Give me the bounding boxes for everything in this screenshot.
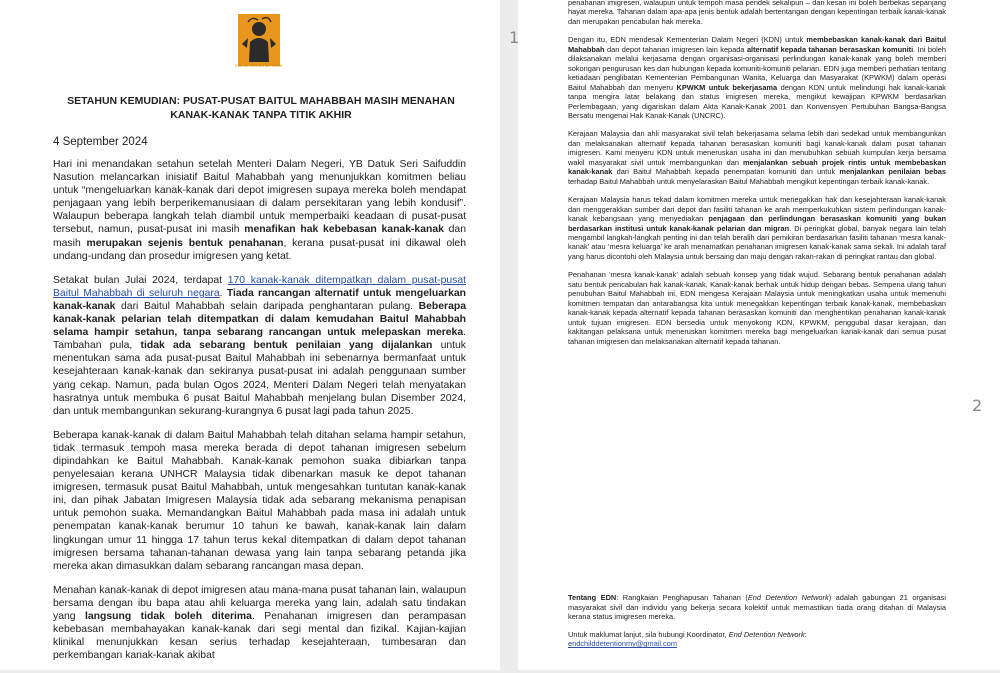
paragraph: Menahan kanak-kanak di depot imigresen atau mana-mana pusat tahanan lain, walaupun bersama dengan ibu bapa atau ahli keluarga mereka yang lain, adalah satu tindakan yang langsung tidak boleh diterima. Penahanan imigresen dan perampasan kebebasan membahayakan kanak-kanak dari segi mental dan fizikal. Kajian-kajian klinikal menunjukkan kesan serius terhadap kesejahteraan, tumbesaran dan perkembangan kanak-kanak akibat [53, 584, 466, 662]
page-number-2: 2 [972, 396, 983, 415]
logo-caption: END DETENTION NETWORK [235, 64, 283, 68]
about-paragraph: Tentang EDN: Rangkaian Penghapusan Tahanan (End Detention Network) adalah gabungan 21 organisasi masyarakat sivil dan individu yang bekerja secara kolektif untuk memastikan tiada orang ditahan di Malaysia kerana status imigresen mereka. [568, 593, 947, 622]
contact-paragraph: Untuk maklumat lanjut, sila hubungi Koordinator, End Detention Network: endchilddetentionmy@gmail.com [568, 629, 807, 649]
page2-body [568, 0, 946, 355]
page-number-1: 1 [509, 28, 520, 47]
publication-date: 4 September 2024 [53, 136, 148, 148]
paragraph: Setakat bulan Julai 2024, terdapat 170 kanak-kanak ditempatkan dalam pusat-pusat Baitul Mahabbah di seluruh negara. Tiada rancangan alternatif untuk mengeluarkan kanak-kanak dari Baitul Mahabbah selain daripada penghantaran pulang. Beberapa kanak-kanak pelarian telah ditempatkan di dalam kemudahan Baitul Mahabbah selama hampir setahun, tanpa sebarang rancangan untuk melepaskan mereka. Tambahan pula, tidak ada sebarang bentuk penilaian yang dijalankan untuk menentukan sama ada pusat-pusat Baitul Mahabbah ini sebenarnya bermanfaat untuk kesejahteraan kanak-kanak dan sekiranya pusat-pusat ini adalah penggunaan sumber yang cekap. Namun, pada bulan Ogos 2024, Menteri Dalam Negeri telah menyatakan hasratnya untuk membuka 6 pusat Baitul Mahabbah menjelang bulan Disember 2024, dan untuk membangunkan sekurang-kurangnya 6 pusat lagi pada tahun 2025. [53, 274, 466, 417]
paragraph: Penahanan ‘mesra kanak-kanak’ adalah sebuah konsep yang tidak wujud. Sebarang bentuk penahanan adalah satu bentuk pencabulan hak kanak-kanak. Kanak-kanak berhak untuk hidup dengan bebas. Sempena ulang tahun penubuhan Baitul Mahabbah ini, EDN mengesa Kerajaan Malaysia untuk meningkatkan usaha untuk memenuhi komitmen tempatan dan antarabangsa kita untuk menegakkan kepentingan terbaik kanak-kanak, membebaskan kanak-kanak kepada alternatif kepada tahanan berasaskan komuniti dan menghentikan penahanan kanak-kanak untuk tujuan imigresen. EDN bersedia untuk menyokong KDN, KPWKM, penggubal dasar kerajaan, dan kakitangan pelaksana untuk meneruskan komitmen mereka bagi mengeluarkan kanak-kanak dari semua pusat tahanan imigresen dan melaksanakan alternatif kepada tahanan. [568, 270, 946, 346]
paragraph: Dengan itu, EDN mendesak Kementerian Dalam Negeri (KDN) untuk membebaskan kanak-kanak dari Baitul Mahabbah dan depot tahanan imigresen lain kepada alternatif kepada tahanan berasaskan komuniti. Ini boleh dilaksanakan melalui kerjasama dengan organisasi-organisasi perlindungan kanak-kanak yang boleh memberi sokongan pengurusan kes dan hubungan kepada komuniti-komuniti pelarian. EDN juga memberi perhatian tentang ketiadaan penglibatan Kementerian Pembangunan Wanita, Keluarga dan Masyarakat (KPWKM) dalam operasi Baitul Mahabbah dan menyeru KPWKM untuk bekerjasama dengan KDN untuk melindungi hak kanak-kanak tanpa mengira latar belakang dan status imigresen mereka, mengikut kewajipan KPWKM berdasarkan Perlembagaan, yang digariskan dalam Akta Kanak-Kanak 2001 dan Konvensyen Pertubuhan Bangsa-Bangsa Bersatu mengenai Hak Kanak-Kanak (UNCRC). [568, 35, 947, 120]
paragraph: Hari ini menandakan setahun setelah Menteri Dalam Negeri, YB Datuk Seri Saifuddin Nasution melancarkan inisiatif Baitul Mahabbah yang menunjukkan komitmen beliau untuk “mengeluarkan kanak-kanak dari depot imigresen supaya mereka boleh mendapat penjagaan yang lebih berperikemanusiaan di dalam persekitaran yang lebih kondusif”. Walaupun beberapa langkah telah diambil untuk memperbaiki keadaan di pusat-pusat tersebut, namun, pusat-pusat ini masih menafikan hak kebebasan kanak-kanak dan masih merupakan sejenis bentuk penahanan, kerana pusat-pusat ini dikawal oleh undang-undang dan prosedur imigresen yang ketat. [53, 159, 466, 262]
paragraph: Kerajaan Malaysia harus tekad dalam komitmen mereka untuk menegakkan hak dan kesejahteraan kanak-kanak dan menggerakkan sumber dari depot dan fasiliti tahanan ke arah memperkukuhkan sistem perlindungan kanak-kanak kebangsaan yang menyediakan penjagaan dan perlindungan berasaskan komuniti yang bukan berdasarkan institusi untuk kanak-kanak pelarian dan migran. Di peringkat global, banyak negara lain telah mengambil langkah-langkah penting ini dan telah beralih dari pemikiran berdasarkan fasiliti tahanan ‘mesra kanak-kanak’ atau ‘mesra keluarga’ ke arah menamatkan penahanan imigresen kanak-kanak sama sekali. Ini adalah taraf yang harus dicontohi oleh Malaysia untuk bersaing dan maju dengan rakan-rakan di peringkat rantau dan global. [568, 195, 946, 261]
contact-email-link[interactable]: endchilddetentionmy@gmail.com [568, 639, 677, 649]
edn-logo-icon [238, 14, 280, 70]
paragraph: penahanan imigresen, walaupun untuk tempoh masa pendek sekalipun – dan kesan ini boleh berbekas sepanjang hayat mereka. Tahanan dalam apa-apa jenis bentuk adalah bertentangan dengan kepentingan terbaik kanak-kanak dan merupakan pencabulan hak mereka. [568, 0, 946, 26]
paragraph: Beberapa kanak-kanak di dalam Baitul Mahabbah telah ditahan selama hampir setahun, tidak termasuk tempoh masa mereka berada di depot tahanan imigresen sebelum dipindahkan ke Baitul Mahabbah. Kanak-kanak pemohon suaka dibiarkan tanpa penyelesaian kerana UNHCR Malaysia tidak dibenarkan masuk ke depot tahanan imigresen, termasuk pusat Baitul Mahabbah, untuk mengesahkan tuntutan kanak-kanak ini, dan pihak Jabatan Imigresen Malaysia tidak ada sebarang mekanisma penapisan untuk pemohon suaka. Memandangkan Baitul Mahabbah pada masa ini adalah untuk penempatan kanak-kanak berumur 10 tahun ke bawah, kanak-kanak lain dalam lingkungan umur 11 hingga 17 tahun terus kekal ditempatkan di dalam depot tahanan imigresen bersama tahanan-tahanan dewasa yang lain tanpa sebarang petanda jika mereka akan dimasukkan dalam sebarang rancangan masa depan. [53, 429, 466, 572]
paragraph: Kerajaan Malaysia dan ahli masyarakat sivil telah bekerjasama selama lebih dari sedekad untuk membangunkan dan melaksanakan alternatif kepada tahanan berasaskan komuniti bagi kanak-kanak dalam pusat tahanan imigresen. Kami menyeru KDN untuk meneruskan usaha ini dan menubuhkan sebuah kumpulan kerja bersama wakil masyarakat sivil untuk membangunkan dan menjalankan sebuah projek rintis untuk membebaskan kanak-kanak dari Baitul Mahabbah kepada penempatan komuniti dan untuk menjalankan penilaian bebas terhadap Baitul Mahabbah untuk menyelaraskan Baitul Mahabbah mengikut kepentingan terbaik kanak-kanak. [568, 129, 946, 186]
page-title: SETAHUN KEMUDIAN: PUSAT-PUSAT BAITUL MAHABBAH MASIH MENAHAN KANAK-KANAK TANPA TITIK AKHIR [67, 95, 455, 121]
page1-body [53, 158, 466, 673]
about-section [568, 593, 946, 657]
source-link[interactable]: 170 kanak-kanak ditempatkan dalam pusat-pusat Baitul Mahabbah di seluruh negara [53, 274, 466, 299]
